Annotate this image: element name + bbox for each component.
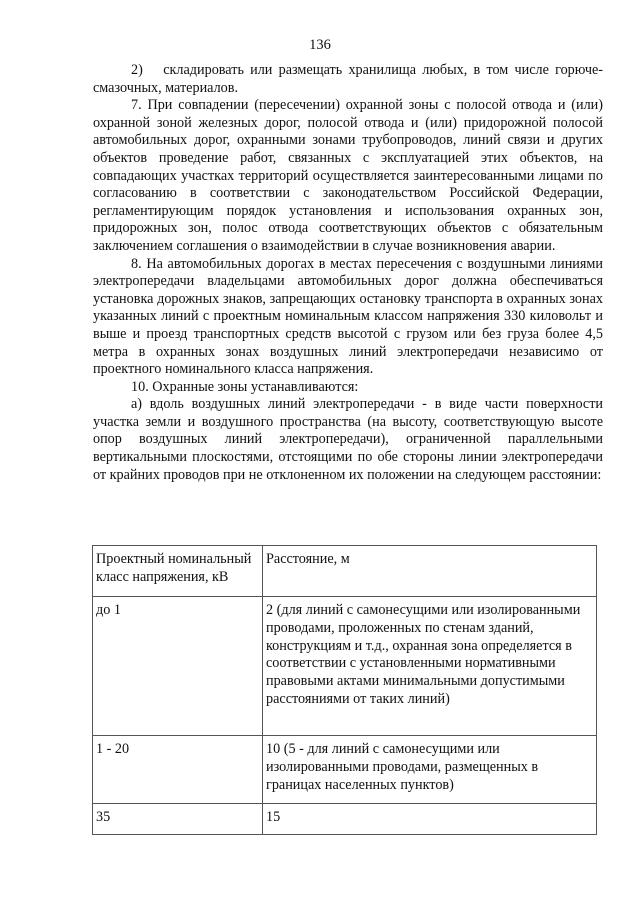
page-number: 136 (309, 37, 331, 53)
protection-zone-table (92, 545, 597, 835)
table-row (93, 736, 597, 804)
paragraph-10: 10. Охранные зоны устанавливаются: (131, 378, 359, 395)
table-cell-distance: 15 (263, 804, 597, 835)
table-cell-voltage: до 1 (93, 597, 263, 736)
table-row (93, 597, 597, 736)
table-row (93, 804, 597, 835)
paragraph-8: 8. На автомобильных дорогах в местах пересечения с воздушными линиями электропередачи владельцами автомобильных дорог должна обеспечиваться установка дорожных знаков, запрещающих остановку транспорта в охранных зонах указанных линий с проектным номинальным классом напряжения 330 киловольт и выше и проезд транспортных средств высотой с грузом или без груза более 4,5 метра в охранных зонах воздушных линий электропередачи независимо от проектного номинального класса напряжения. (93, 255, 603, 378)
table-header-row (93, 546, 597, 597)
paragraph-10a: а) вдоль воздушных линий электропередачи - в виде части поверхности участка земли и воздушного пространства (на высоту, соответствующую высоте опор воздушных линий электропередачи), ограниченной параллельными вертикальными плоскостями, отстоящими по обе стороны линии электропередачи от крайних проводов при не отклоненном их положении на следующем расстоянии: (93, 396, 603, 483)
table-cell-voltage: 1 - 20 (93, 736, 263, 804)
table-cell-distance: 2 (для линий с самонесущими или изолированными проводами, проложенных по стенам зданий, конструкциям и т.д., охранная зона определяется в соответствии с установленными нормативными правовыми актами минимальными допустимыми расстояниями от таких линий) (263, 597, 597, 736)
paragraph-item-2: 2) складировать или размещать хранилища любых, в том числе горюче-смазочных, материалов. (93, 62, 603, 96)
table-cell-voltage: 35 (93, 804, 263, 835)
document-body (93, 62, 603, 484)
table-header-distance: Расстояние, м (263, 546, 597, 597)
table-cell-distance: 10 (5 - для линий с самонесущими или изолированными проводами, размещенных в границах населенных пунктов) (263, 736, 597, 804)
paragraph-7: 7. При совпадении (пересечении) охранной зоны с полосой отвода и (или) охранной зоной железных дорог, полосой отвода и (или) придорожной полосой автомобильных дорог, охранными зонами трубопроводов, линий связи и других объектов проведение работ, связанных с эксплуатацией этих объектов, на совпадающих участках территорий осуществляется заинтересованными лицами по согласованию в соответствии с законодательством Российской Федерации, регламентирующим порядок установления и использования охранных зон, придорожных зон, полос отвода соответствующих объектов с обязательным заключением соглашения о взаимодействии в случае возникновения аварии. (93, 97, 603, 254)
table-header-voltage: Проектный номинальный класс напряжения, кВ (93, 546, 263, 597)
